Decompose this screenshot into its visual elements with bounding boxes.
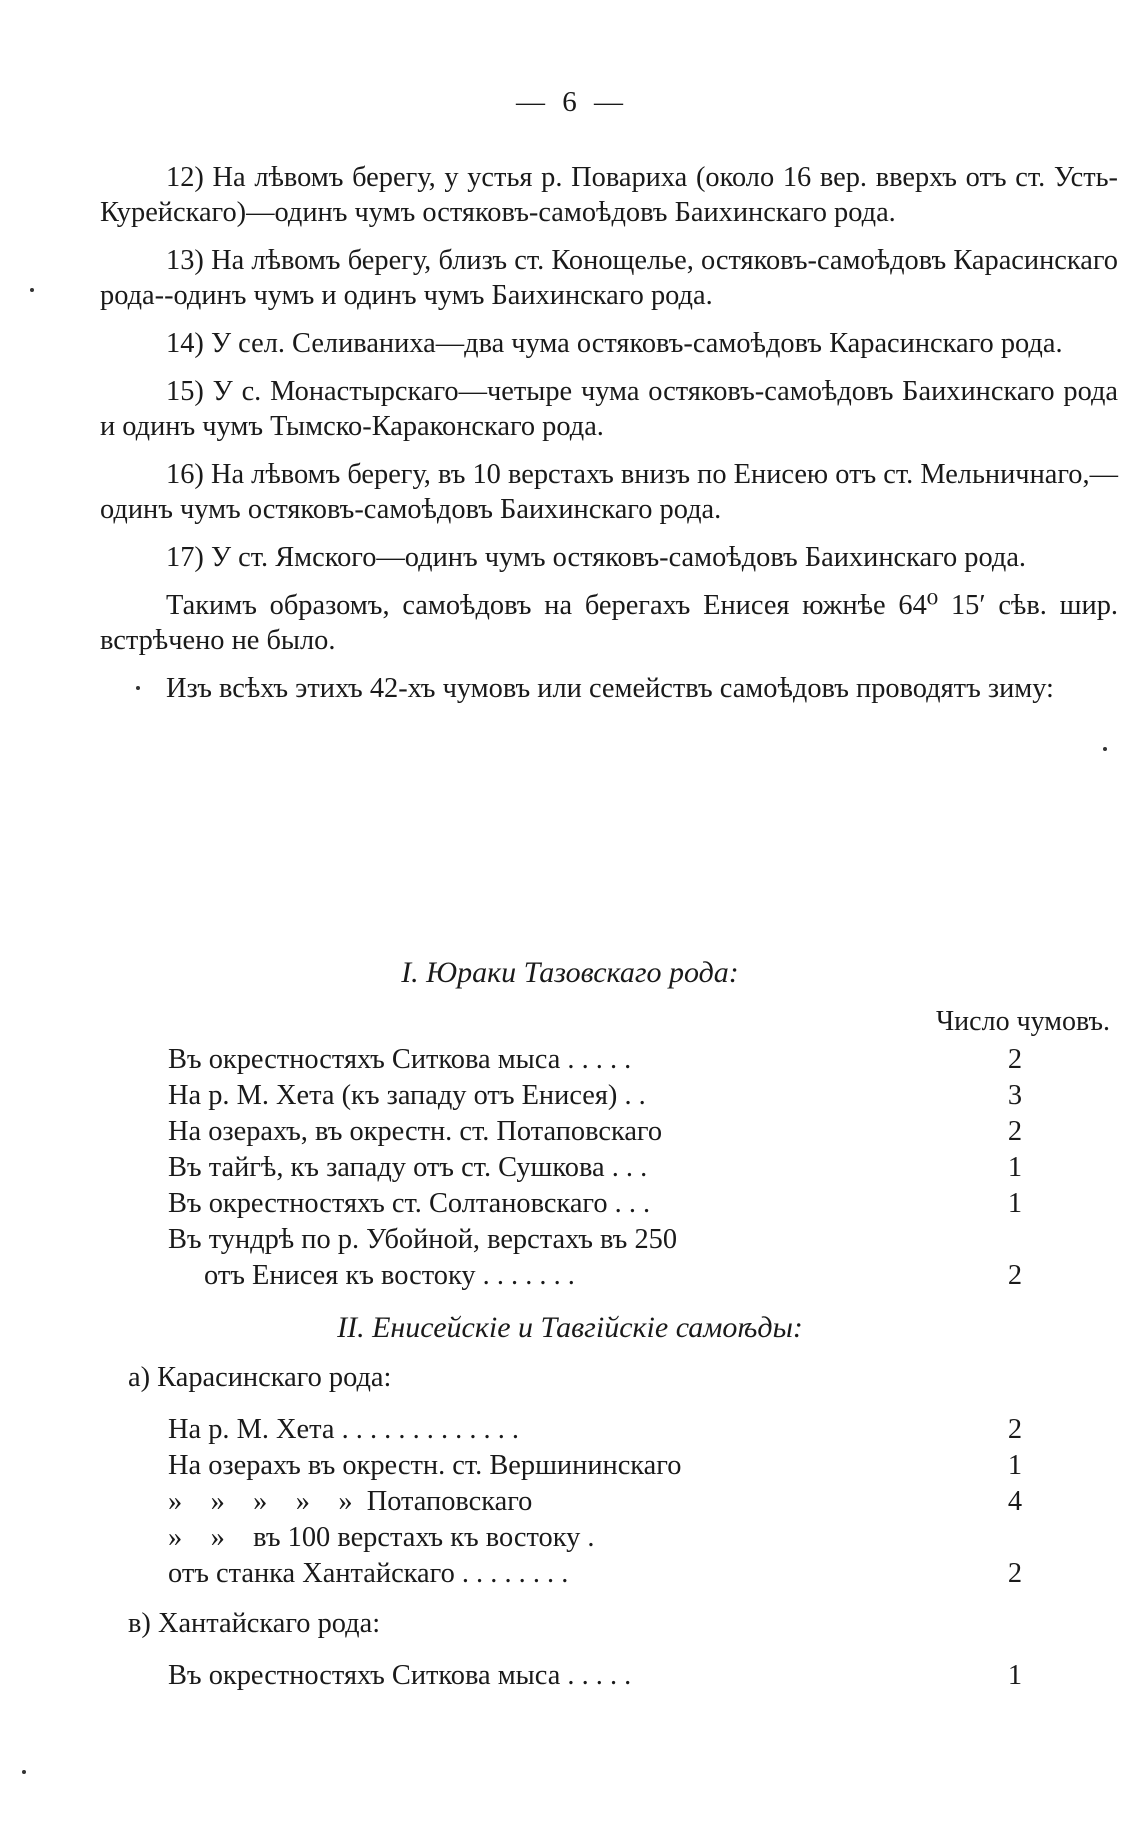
- entry-count: 1: [1007, 1450, 1023, 1481]
- list-item: [168, 1557, 1068, 1591]
- entry-place: Въ тайгѣ, къ западу отъ ст. Сушкова . . .: [168, 1152, 648, 1183]
- page-number: — 6 —: [516, 86, 624, 118]
- entry-count: 2: [1007, 1558, 1023, 1589]
- list-item: [168, 1115, 1068, 1149]
- entry-place: На озерахъ въ окрестн. ст. Вершининскаго: [168, 1450, 682, 1481]
- list-item: [168, 1449, 1068, 1483]
- entry-place: На р. М. Хета (къ западу отъ Енисея) . .: [168, 1080, 646, 1111]
- print-speck: [30, 288, 34, 292]
- entry-place: На озерахъ, въ окрестн. ст. Потаповскаго: [168, 1116, 663, 1147]
- group-heading-khantaika: в) Хантайскаго рода:: [128, 1608, 381, 1639]
- list-item: [168, 1413, 1068, 1447]
- list-item: [168, 1079, 1068, 1113]
- paragraph-13: 13) На лѣвомъ берегу, близъ ст. Конощелье, остяковъ-самоѣдовъ Карасинскаго рода--одинъ чумъ и одинъ чумъ Баихинскаго рода.: [100, 245, 1118, 311]
- entry-place: На р. М. Хета . . . . . . . . . . . . .: [168, 1414, 520, 1445]
- paragraph-16: 16) На лѣвомъ берегу, въ 10 верстахъ внизъ по Енисею отъ ст. Мельничнаго,—одинъ чумъ остяковъ-самоѣдовъ Баихинскаго рода.: [100, 459, 1118, 525]
- entry-count: 2: [1007, 1260, 1023, 1291]
- paragraph-12: 12) На лѣвомъ берегу, у устья р. Повариха (около 16 вер. вверхъ отъ ст. Усть-Курейскаго)—одинъ чумъ остяковъ-самоѣдовъ Баихинскаго рода.: [100, 162, 1118, 228]
- entry-place: » » » » » Потаповскаго: [168, 1486, 533, 1517]
- list-item: [168, 1259, 1068, 1293]
- entry-count: 4: [1007, 1486, 1023, 1517]
- entry-count: 2: [1007, 1414, 1023, 1445]
- entry-place: отъ Енисея къ востоку . . . . . . .: [204, 1260, 575, 1291]
- list-item: [168, 1151, 1068, 1185]
- list-item: [168, 1043, 1068, 1077]
- paragraph-winter-intro: Изъ всѣхъ этихъ 42-хъ чумовъ или семействъ самоѣдовъ проводятъ зиму:: [166, 673, 1054, 704]
- section-heading-yuraki: I. Юраки Тазовскаго рода:: [401, 956, 739, 989]
- paragraph-17: 17) У ст. Ямского—одинъ чумъ остяковъ-самоѣдовъ Баихинскаго рода.: [166, 542, 1027, 573]
- list-item: [168, 1223, 1068, 1257]
- entry-count: 2: [1007, 1116, 1023, 1147]
- paragraph-15: 15) У с. Монастырскаго—четыре чума остяковъ-самоѣдовъ Баихинскаго рода и одинъ чумъ Тымско-Караконскаго рода.: [100, 376, 1118, 442]
- section-heading-enisei: II. Енисейскіе и Тавгійскіе самоѣды:: [337, 1311, 803, 1344]
- entry-count: 1: [1007, 1188, 1023, 1219]
- list-item: [168, 1187, 1068, 1221]
- print-speck: [1103, 747, 1107, 751]
- list-item: [168, 1485, 1068, 1519]
- entry-count: 2: [1007, 1044, 1023, 1075]
- list-item: [168, 1659, 1068, 1693]
- entry-place: Въ окрестностяхъ Ситкова мыса . . . . .: [168, 1044, 632, 1075]
- entry-place: отъ станка Хантайскаго . . . . . . . .: [168, 1558, 569, 1589]
- group-heading-karasino: а) Карасинскаго рода:: [128, 1362, 392, 1393]
- entry-count: 1: [1007, 1660, 1023, 1691]
- entry-place: Въ окрестностяхъ ст. Солтановскаго . . .: [168, 1188, 651, 1219]
- entry-place: Въ окрестностяхъ Ситкова мыса . . . . .: [168, 1660, 632, 1691]
- body-text: [100, 160, 1118, 706]
- paragraph-summary: Такимъ образомъ, самоѣдовъ на берегахъ Енисея южнѣе 64⁰ 15′ сѣв. шир. встрѣчено не было.: [100, 590, 1118, 656]
- entry-place: » » въ 100 верстахъ къ востоку .: [168, 1522, 595, 1553]
- print-speck: [22, 1770, 26, 1774]
- column-header-count: Число чумовъ.: [935, 1006, 1110, 1037]
- entry-count: 1: [1007, 1152, 1023, 1183]
- print-speck: [136, 686, 140, 690]
- entry-count: 3: [1007, 1080, 1023, 1111]
- list-item: [168, 1521, 1068, 1555]
- paragraph-14: 14) У сел. Селиваниха—два чума остяковъ-самоѣдовъ Карасинскаго рода.: [166, 328, 1063, 359]
- entry-place: Въ тундрѣ по р. Убойной, верстахъ въ 250: [168, 1224, 678, 1255]
